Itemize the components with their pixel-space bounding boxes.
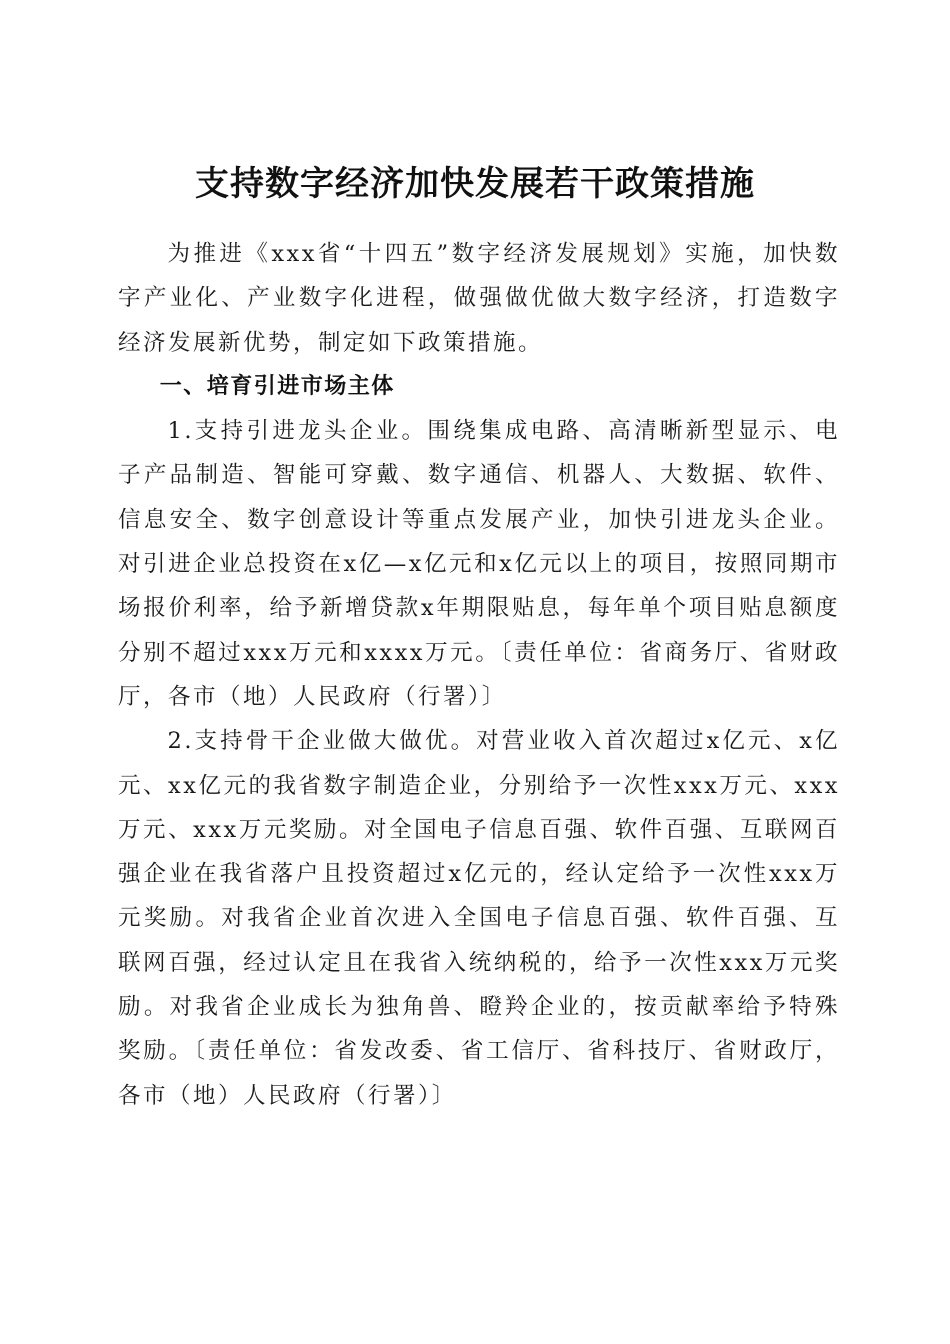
document-body	[118, 232, 840, 1118]
section-heading: 一、培育引进市场主体	[159, 373, 395, 399]
policy-item-1: 1.支持引进龙头企业。围绕集成电路、高清晰新型显示、电子产品制造、智能可穿戴、数字通信、机器人、大数据、软件、信息安全、数字创意设计等重点发展产业，加快引进龙头企业。对引进企业总投资在x亿—x亿元和x亿元以上的项目，按照同期市场报价利率，给予新增贷款x年期限贴息，每年单个项目贴息额度分别不超过xxx万元和xxxx万元。〔责任单位：省商务厅、省财政厅，各市（地）人民政府（行署）〕	[118, 418, 840, 710]
policy-item-2: 2.支持骨干企业做大做优。对营业收入首次超过x亿元、x亿元、xx亿元的我省数字制造企业，分别给予一次性xxx万元、xxx万元、xxx万元奖励。对全国电子信息百强、软件百强、互联网百强企业在我省落户且投资超过x亿元的，经认定给予一次性xxx万元奖励。对我省企业首次进入全国电子信息百强、软件百强、互联网百强，经过认定且在我省入统纳税的，给予一次性xxx万元奖励。对我省企业成长为独角兽、瞪羚企业的，按贡献率给予特殊奖励。〔责任单位：省发改委、省工信厅、省科技厅、省财政厅，各市（地）人民政府（行署）〕	[118, 728, 840, 1109]
document-title: 支持数字经济加快发展若干政策措施	[195, 163, 755, 204]
intro-paragraph: 为推进《xxx省“十四五”数字经济发展规划》实施，加快数字产业化、产业数字化进程，做强做优做大数字经济，打造数字经济发展新优势，制定如下政策措施。	[118, 241, 840, 356]
